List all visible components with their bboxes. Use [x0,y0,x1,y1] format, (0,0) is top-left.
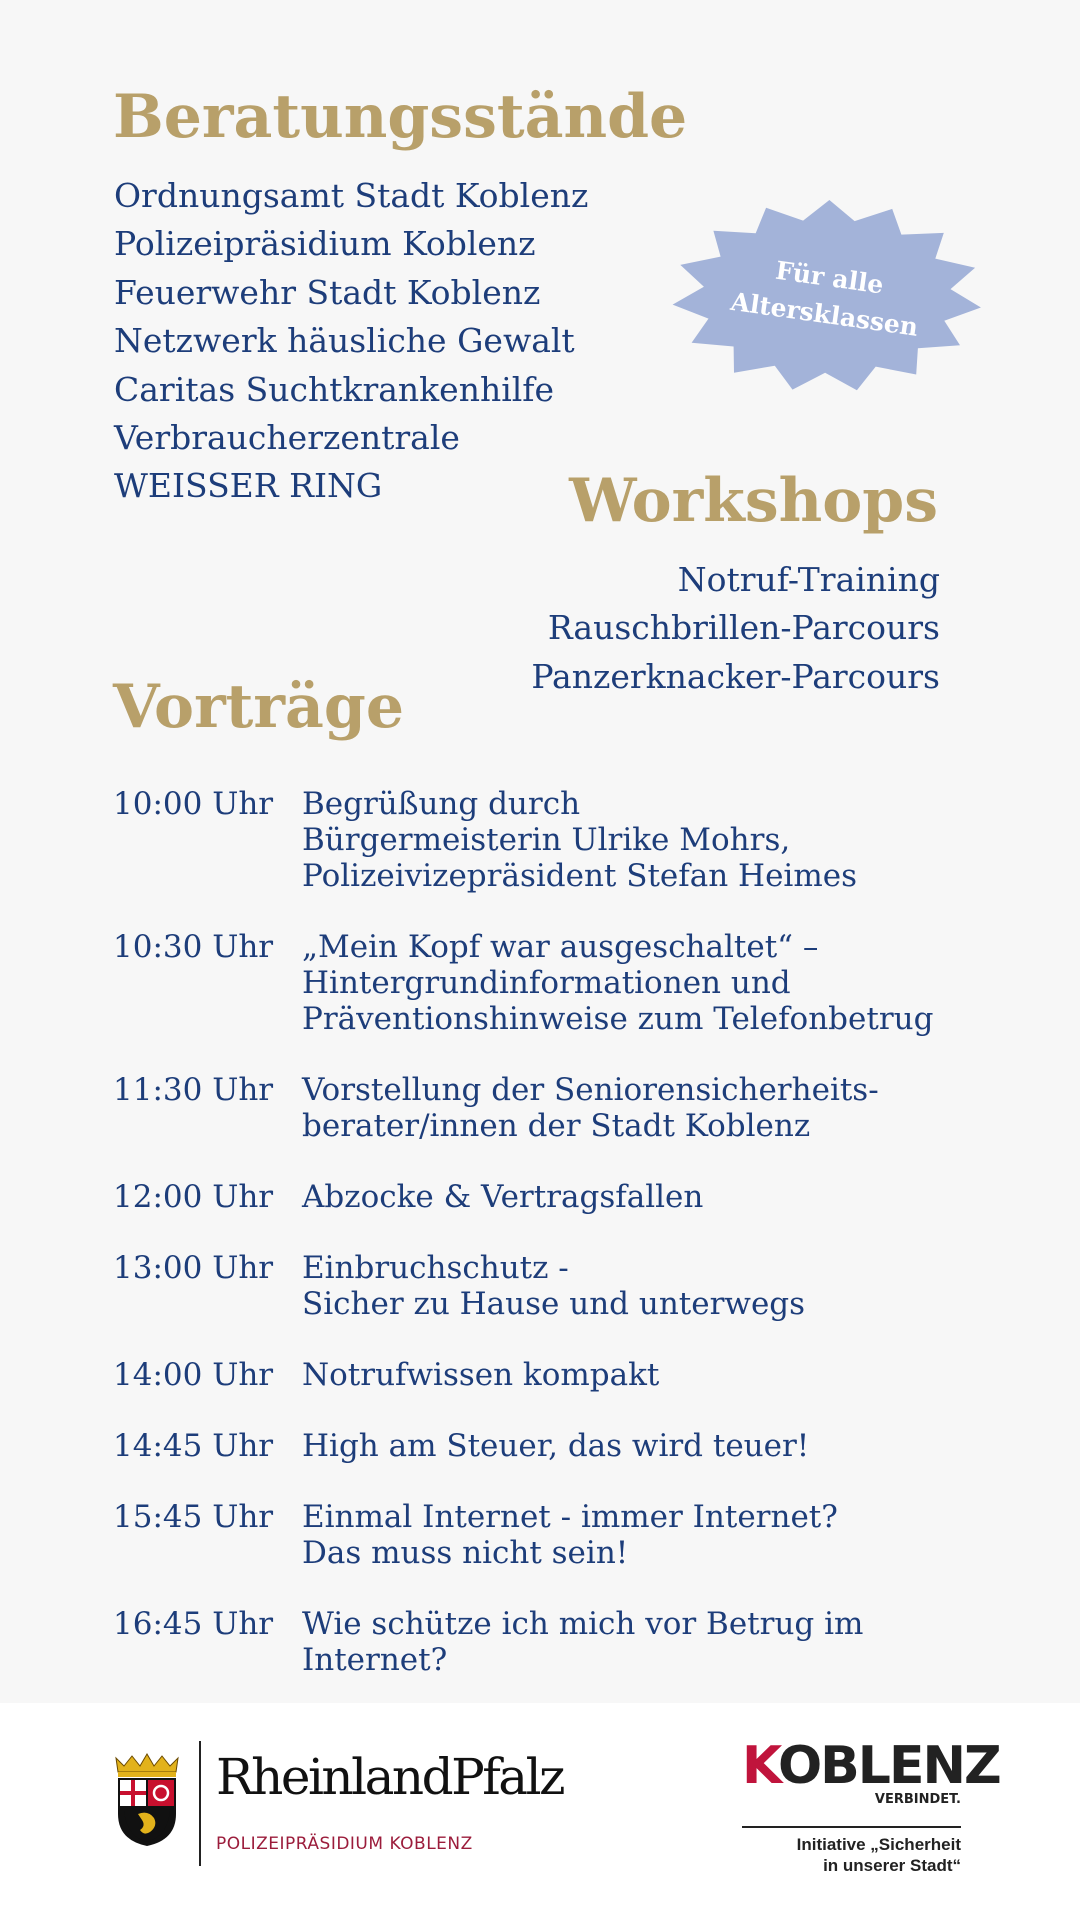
desc-line: berater/innen der Stadt Koblenz [302,1108,811,1144]
age-badge [668,196,986,396]
list-item: Netzwerk häusliche Gewalt [114,321,575,361]
badge-line-2: Altersklassen [728,286,920,342]
schedule-time: 14:00 Uhr [113,1357,274,1393]
initiative-line-2: in unserer Stadt“ [823,1856,961,1875]
list-item: Ordnungsamt Stadt Koblenz [114,176,589,215]
desc-line: Vorstellung der Seniorensicherheits- [302,1072,879,1108]
badge-line-1: Für alle [773,255,886,300]
schedule-description [302,1250,805,1322]
list-item: Notruf-Training [677,560,940,599]
schedule-row [113,1606,973,1678]
schedule-row [113,1428,973,1464]
schedule-row [113,1357,973,1393]
schedule-description [302,1072,879,1144]
schedule-time: 12:00 Uhr [113,1179,274,1215]
koblenz-tagline: VERBINDET. [874,1792,961,1807]
schedule-description [302,1499,838,1571]
list-item: WEISSER RING [114,466,383,506]
schedule-row [113,929,973,1037]
schedule-description [302,786,857,894]
desc-line: Polizeivizepräsident Stefan Heimes [302,858,857,894]
schedule-description [302,1606,863,1678]
desc-line: Einmal Internet - immer Internet? [302,1499,838,1535]
schedule-row [113,1250,973,1322]
koblenz-k: K [742,1736,778,1796]
rheinland-pfalz-logo: RheinlandPfalz [216,1748,563,1806]
initiative-line-1: Initiative „Sicherheit [796,1835,961,1854]
schedule-time: 11:30 Uhr [113,1072,274,1108]
desc-line: Notrufwissen kompakt [302,1357,660,1393]
desc-line: Das muss nicht sein! [302,1535,629,1571]
schedule-description [302,929,933,1037]
heading-workshops: Workshops [569,466,938,536]
schedule-time: 16:45 Uhr [113,1606,274,1642]
schedule-time: 13:00 Uhr [113,1250,274,1286]
rlp-crest-icon [110,1752,184,1848]
beratung-list [114,172,588,511]
schedule [113,786,973,1713]
desc-line: Einbruchschutz - [302,1250,569,1286]
desc-line: „Mein Kopf war ausgeschaltet“ – [302,929,819,965]
desc-line: Sicher zu Hause und unterwegs [302,1286,806,1322]
koblenz-rest: OBLENZ [777,1736,1000,1796]
workshop-list [531,556,940,701]
schedule-time: 10:30 Uhr [113,929,274,965]
schedule-description [302,1179,703,1215]
desc-line: Hintergrundinformationen und [302,965,791,1001]
schedule-row [113,786,973,894]
desc-line: Präventionshinweise zum Telefonbetrug [302,1001,934,1037]
list-item: Polizeipräsidium Koblenz [114,224,536,264]
list-item: Feuerwehr Stadt Koblenz [114,272,541,312]
polizeipraesidium-subtitle: POLIZEIPRÄSIDIUM KOBLENZ [216,1834,473,1854]
koblenz-rule [742,1826,961,1828]
initiative-text [797,1834,961,1876]
logo-divider [199,1741,201,1866]
schedule-time: 14:45 Uhr [113,1428,274,1464]
schedule-time: 15:45 Uhr [113,1499,274,1535]
desc-line: Bürgermeisterin Ulrike Mohrs, [302,822,791,858]
heading-vortraege: Vorträge [113,672,405,742]
desc-line: High am Steuer, das wird teuer! [302,1428,810,1464]
schedule-row [113,1179,973,1215]
desc-line: Abzocke & Vertragsfallen [302,1179,704,1215]
list-item: Rauschbrillen-Parcours [547,608,940,648]
list-item: Verbraucherzentrale [114,418,460,458]
list-item: Panzerknacker-Parcours [531,656,940,696]
schedule-row [113,1072,973,1144]
schedule-time: 10:00 Uhr [113,786,274,822]
koblenz-logo [742,1736,1000,1796]
schedule-description [302,1357,659,1393]
desc-line: Begrüßung durch [302,786,581,822]
desc-line: Wie schütze ich mich vor Betrug im [302,1606,864,1642]
desc-line: Internet? [302,1642,448,1678]
list-item: Caritas Suchtkrankenhilfe [114,369,555,409]
schedule-row [113,1499,973,1571]
heading-beratungsstaende: Beratungsstände [113,82,688,152]
schedule-description [302,1428,809,1464]
